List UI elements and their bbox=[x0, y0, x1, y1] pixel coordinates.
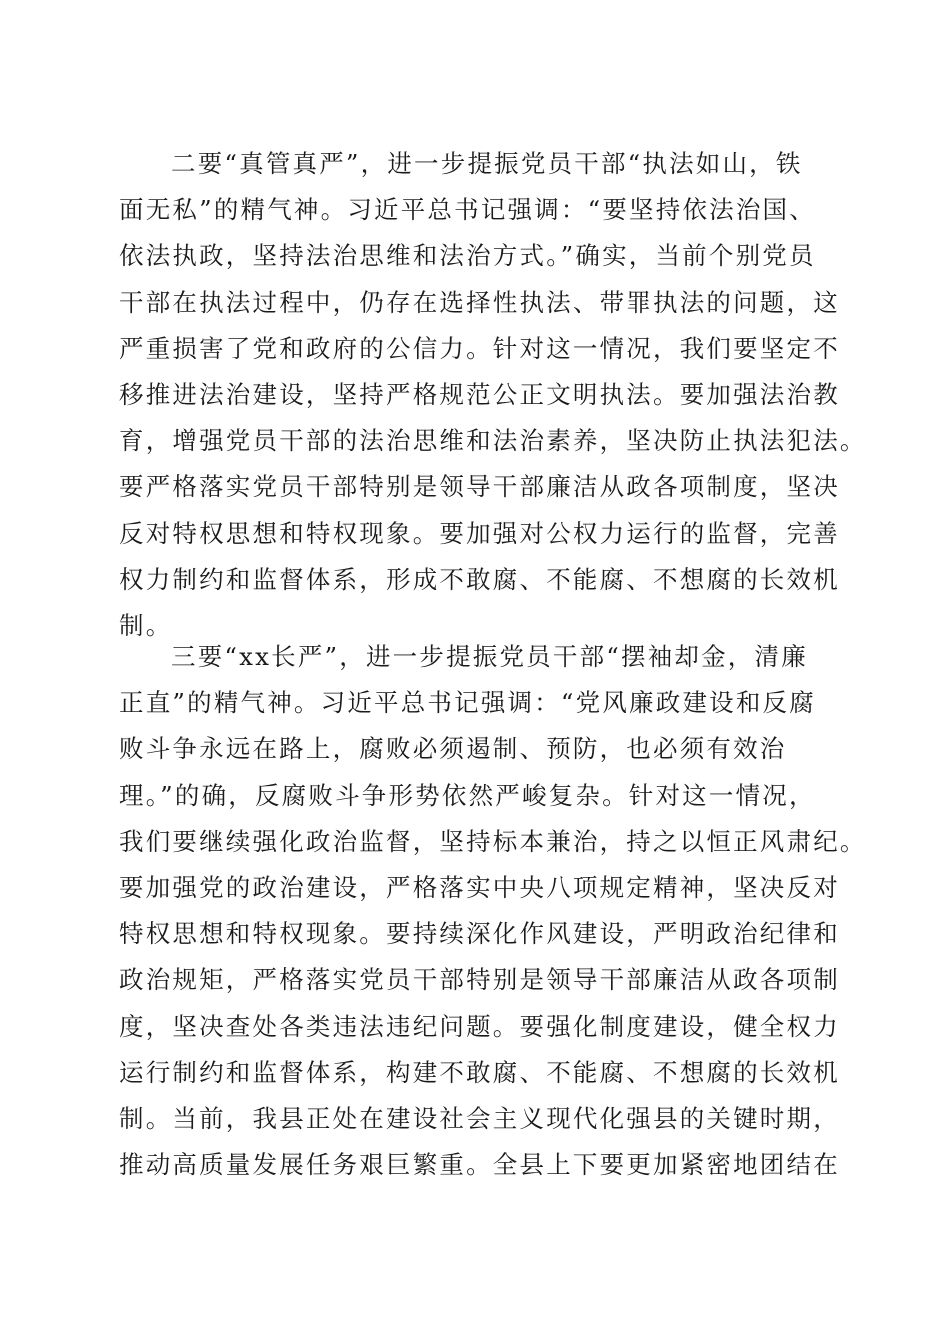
paragraph-line: 正直”的精气神。习近平总书记强调：“党风廉政建设和反腐 bbox=[119, 688, 816, 718]
paragraph-line: 制。当前，我县正处在建设社会主义现代化强县的关键时期， bbox=[119, 1103, 840, 1133]
paragraph-line: 度，坚决查处各类违法违纪问题。要强化制度建设，健全权力 bbox=[119, 1011, 840, 1041]
paragraph-line: 二要“真管真严”，进一步提振党员干部“执法如山，铁 bbox=[171, 149, 803, 178]
paragraph-line: 三要“xx长严”，进一步提振党员干部“摆袖却金，清廉 bbox=[171, 642, 808, 671]
paragraph-line: 政治规矩，严格落实党员干部特别是领导干部廉洁从政各项制 bbox=[119, 965, 840, 995]
paragraph-line: 干部在执法过程中，仍存在选择性执法、带罪执法的问题，这 bbox=[119, 287, 840, 317]
paragraph-line: 严重损害了党和政府的公信力。针对这一情况，我们要坚定不 bbox=[119, 333, 840, 363]
paragraph-line: 反对特权思想和特权现象。要加强对公权力运行的监督，完善 bbox=[119, 518, 840, 548]
paragraph-line: 推动高质量发展任务艰巨繁重。全县上下要更加紧密地团结在 bbox=[119, 1150, 840, 1180]
paragraph-line: 败斗争永远在路上，腐败必须遏制、预防，也必须有效治 bbox=[119, 734, 787, 764]
paragraph-line: 要加强党的政治建设，严格落实中央八项规定精神，坚决反对 bbox=[119, 872, 840, 902]
paragraph-line: 特权思想和特权现象。要持续深化作风建设，严明政治纪律和 bbox=[119, 919, 840, 949]
paragraph-1 bbox=[119, 141, 867, 649]
paragraph-2 bbox=[119, 634, 867, 1188]
paragraph-line: 理。”的确，反腐败斗争形势依然严峻复杂。针对这一情况， bbox=[119, 780, 816, 810]
paragraph-line: 依法执政，坚持法治思维和法治方式。”确实，当前个别党员 bbox=[119, 241, 816, 271]
paragraph-line: 面无私”的精气神。习近平总书记强调：“要坚持依法治国、 bbox=[119, 195, 816, 225]
paragraph-line: 要严格落实党员干部特别是领导干部廉洁从政各项制度，坚决 bbox=[119, 472, 840, 502]
paragraph-line: 运行制约和监督体系，构建不敢腐、不能腐、不想腐的长效机 bbox=[119, 1057, 840, 1087]
paragraph-line: 权力制约和监督体系，形成不敢腐、不能腐、不想腐的长效机 bbox=[119, 564, 840, 594]
paragraph-line: 移推进法治建设，坚持严格规范公正文明执法。要加强法治教 bbox=[119, 379, 840, 409]
paragraph-line: 我们要继续强化政治监督，坚持标本兼治，持之以恒正风肃纪。 bbox=[119, 826, 867, 856]
paragraph-line: 制。 bbox=[119, 610, 173, 640]
paragraph-line: 育，增强党员干部的法治思维和法治素养，坚决防止执法犯法。 bbox=[119, 426, 867, 456]
